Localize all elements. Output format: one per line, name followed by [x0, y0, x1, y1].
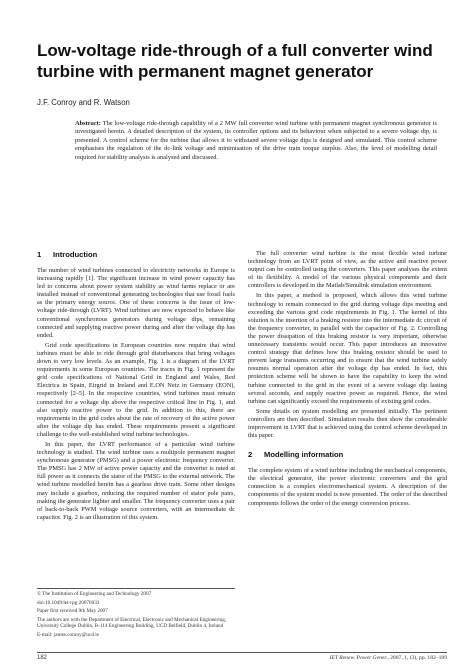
- paper-authors: J.F. Conroy and R. Watson: [37, 98, 130, 107]
- paper-title: Low-voltage ride-through of a full converter wind turbine with permanent magnet generator: [37, 41, 433, 81]
- journal-name: IET Renew. Power Gener.: [329, 655, 388, 661]
- footnote: The authors are with the Department of Electrical, Electronic and Mechanical Engineering, University College Dublin, B-114 Engineering Building, UCD Belfield, Dublin 4, Ireland: [37, 616, 227, 630]
- section-heading-modelling: [248, 450, 447, 459]
- section-number: 2: [248, 450, 253, 460]
- abstract-label: Abstract:: [75, 120, 101, 127]
- paragraph: Grid code specifications in European countries now require that wind turbines must be able to ride through grid disturbances that bring voltages down to very low levels. As an example, Fig. 1 is a diagram of the LVRT requirements in some European countries. The traces in Fig. 1 represent the grid code specifications of National Grid in England and Wales, Red Electrica in Spain, Eirgrid in Ireland and E.ON Netz in Germany (EON), respectively [2–5]. In the respective countries, wind turbines must remain connected for a voltage dip above the respective critical line in Fig. 1, and also supply reactive power to the grid. In addition to this, there are requirements in the grid codes about the rate of recovery of the active power after the voltage dip has ended. These requirements present a significant challenge to the well-established wind turbine technologies.: [37, 341, 235, 438]
- journal-details: , 2007, 1, (3), pp. 182–189: [387, 655, 447, 661]
- left-column: [37, 250, 235, 524]
- footnote: Paper first received 9th May 2007: [37, 608, 108, 615]
- paragraph: The complete system of a wind turbine including the mechanical components, the electrical generator, the power electronic converters and the grid connection is a complex electromechanical system. A description of the components of the system model is now presented. The order of the described components follows the order of the energy conversion process.: [248, 467, 447, 507]
- paragraph: In this paper, the LVRT performance of a particular wind turbine technology is studied. The wind turbine uses a multipole permanent magnet synchronous generator (PMSG) and a power electronic frequency converter. The PMSG has 2 MW of active power capacity and the converter is rated at full power as it connects the stator of the PMSG to the external network. The wind turbine modelled herein has a gearless drive train. Some other designs may include a gearbox, reducing the required number of stator pole pairs, making the generator lighter and smaller. The frequency converter uses a pair of back-to-back PWM voltage source converters, with an intermediate dc capacitor. Fig. 2 is an illustration of this system.: [37, 440, 235, 521]
- paragraph: Some details on system modelling are presented initially. The pertinent controllers are then described. Simulation results then show the considerable improvement in LVRT that is achieved using the control scheme developed in this paper.: [248, 407, 447, 440]
- footnote: doi:10.1049/iet-rpg:20070033: [37, 599, 100, 606]
- footer-divider: [37, 652, 447, 653]
- journal-citation: [330, 655, 447, 661]
- paragraph: The number of wind turbines connected to electricity networks in Europe is increasing rapidly [1]. The significant increase in wind power capacity has led to concerns about power system stability as wind farms replace or are installed instead of conventional generating technologies that use fossil fuels as the primary energy source. One of these concerns is the issue of low-voltage ride-through (LVRT). Wind turbines are now expected to behave like conventional synchronous generators during voltage dips, remaining connected and supplying reactive power during and after the voltage dip has ended.: [37, 267, 235, 339]
- section-title: Modelling information: [264, 450, 344, 460]
- footnote: © The Institution of Engineering and Technology 2007: [37, 591, 152, 597]
- right-column: [248, 250, 447, 510]
- footnotes: [37, 591, 235, 641]
- introduction-body-continued: [248, 250, 447, 440]
- footnote: E-mail: james.conroy@ucd.ie: [37, 631, 99, 638]
- section-title: Introduction: [53, 250, 98, 259]
- page-number: 182: [37, 655, 48, 661]
- abstract-text: The low-voltage ride-through capability of a 2 MW full converter wind turbine with permanent magnet synchronous generator is investigated herein. A detailed description of the system, its controller options and its behaviour when subjected to a severe voltage dip, is presented. A control scheme for the turbine that allows it to withstand severe voltage dips is designed and simulated. This control scheme emphasises the regulation of the dc-link voltage and minimisation of the drive train torque surplus. Also, the level of modelling detail required for stability analysis is analysed and discussed.: [75, 120, 438, 161]
- paragraph: In this paper, a method is proposed, which allows this wind turbine technology to remain connected to the grid during voltage dips meeting and exceeding the various grid code requirements in Fig. 1. The kernel of this solution is the insertion of a braking resistor into the intermediate dc circuit of the frequency converter, in parallel with the capacitor of Fig. 2. Controlling the power dissipation of this braking resistor is very important, otherwise unnecessary transients would occur. This paper introduces an innovative control strategy that defines how this braking resistor should be used to prevent large transients occurring and to ensure that the wind turbine safely resumes normal operation after the voltage dip has ended. In fact, this protection scheme will be shown to have the capability to keep the wind turbine connected to the grid in the event of a severe voltage dip lasting several seconds, and supply reactive power as required. Hence, the wind turbine can significantly exceed the requirements of existing grid codes.: [248, 292, 447, 405]
- section-number: 1: [37, 250, 42, 259]
- paragraph: The full converter wind turbine is the most flexible wind turbine technology from an LVRT point of view, as the active and reactive power output can be controlled using the converters. This paper analyses the extent of its flexibility. A model of the various physical components and their controllers is developed in the Matlab/Simulink simulation environment.: [248, 250, 447, 290]
- modelling-body: [248, 467, 447, 507]
- footnote-divider: [37, 588, 235, 589]
- abstract: [75, 120, 437, 162]
- section-heading-introduction: [37, 250, 235, 259]
- introduction-body: [37, 267, 235, 522]
